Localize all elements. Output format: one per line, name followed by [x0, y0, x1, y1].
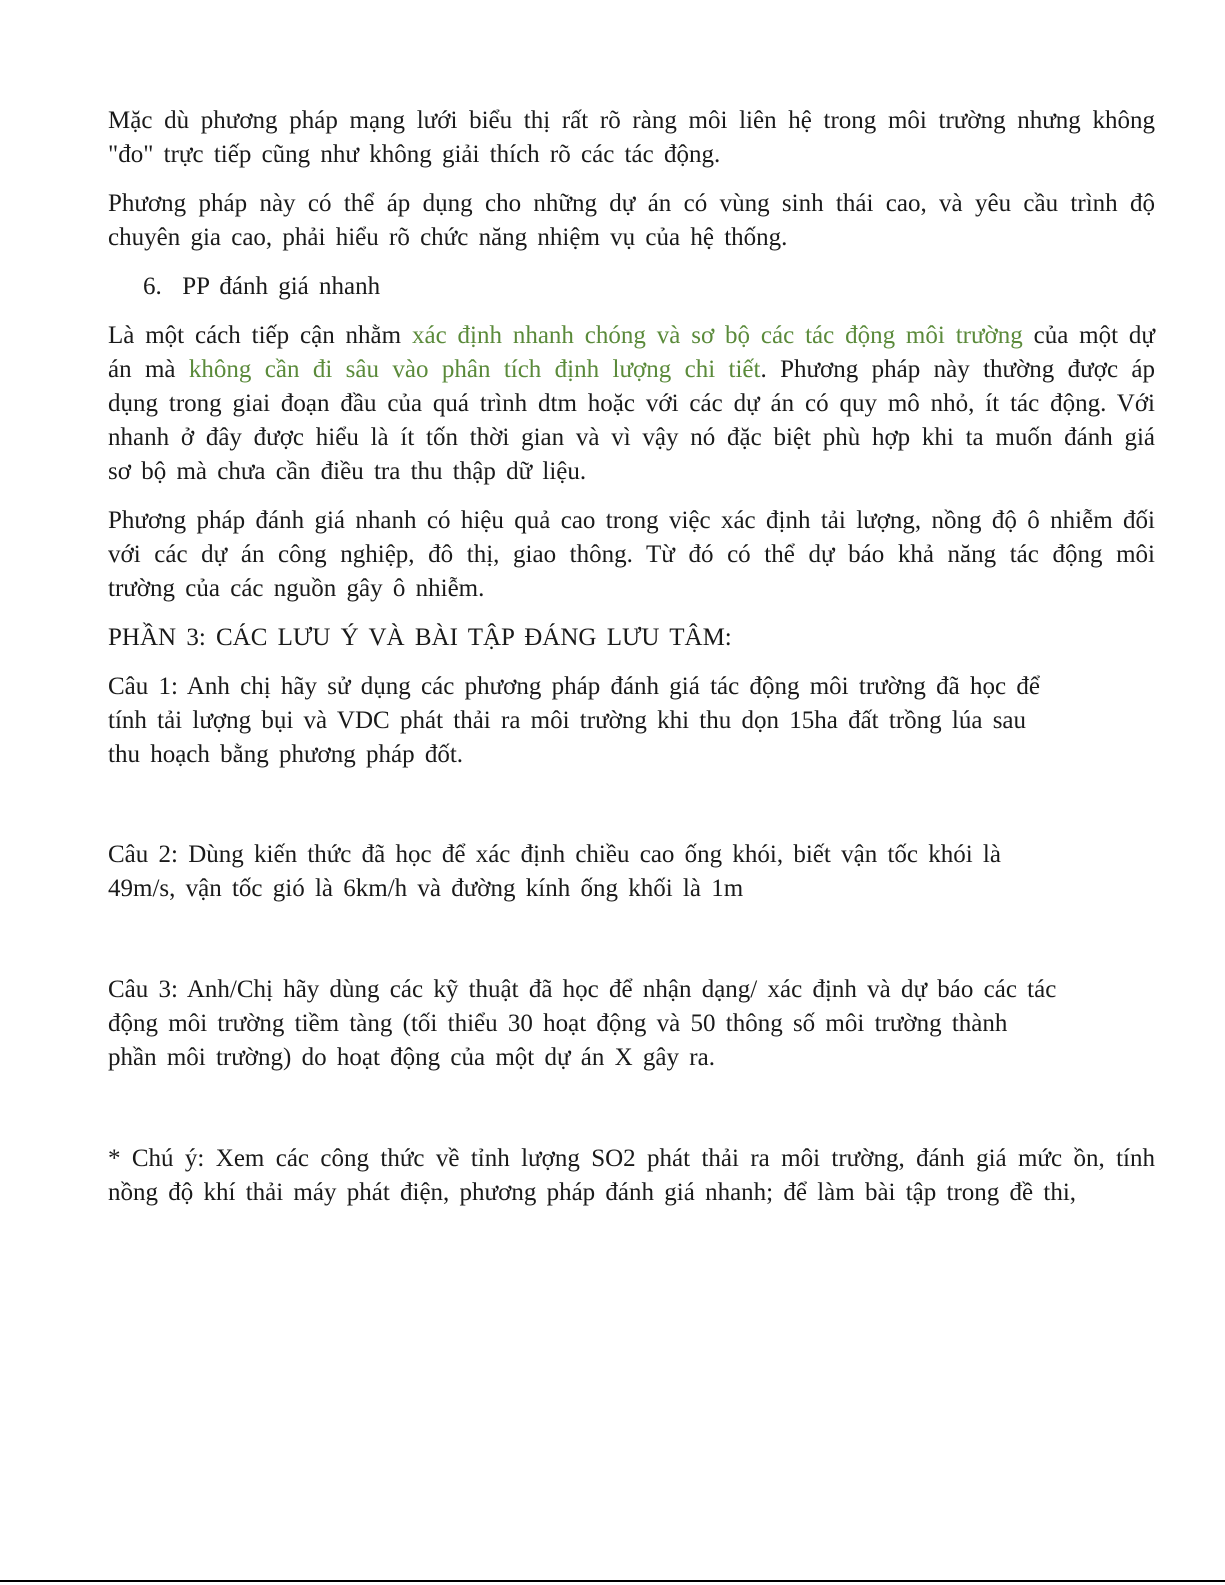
question-line: 49m/s, vận tốc gió là 6km/h và đường kính ống khối là 1m [108, 875, 744, 902]
question-line: Câu 1: Anh chị hãy sử dụng các phương pháp đánh giá tác động môi trường đã học để [108, 673, 1040, 700]
document-body [108, 104, 1155, 1210]
text-segment: . Phương pháp này thường được áp dụng trong giai đoạn đầu của quá trình dtm hoặc với các dự án có quy mô nhỏ, ít tác động. Với nhanh ở đây được hiểu là ít tốn thời gian và vì vậy nó đặc biệt phù hợp khi ta muốn đánh giá sơ bộ mà chưa cần điều tra thu thập dữ liệu. [108, 356, 1156, 485]
question-line: Câu 3: Anh/Chị hãy dùng các kỹ thuật đã học để nhận dạng/ xác định và dự báo các tác [108, 976, 1057, 1003]
question-1 [108, 670, 1155, 772]
question-line: động môi trường tiềm tàng (tối thiểu 30 hoạt động và 50 thông số môi trường thành [108, 1010, 1008, 1037]
question-3 [108, 973, 1155, 1075]
highlighted-text: xác định nhanh chóng và sơ bộ các tác động môi trường [411, 322, 1023, 349]
note-paragraph: * Chú ý: Xem các công thức về tỉnh lượng SO2 phát thải ra môi trường, đánh giá mức ồn, tính nồng độ khí thải máy phát điện, phương pháp đánh giá nhanh; để làm bài tập trong đề thi, [108, 1145, 1155, 1206]
question-line: tính tải lượng bụi và VDC phát thải ra môi trường khi thu dọn 15ha đất trồng lúa sau [108, 707, 1027, 734]
question-line: Câu 2: Dùng kiến thức đã học để xác định chiều cao ống khói, biết vận tốc khói là [108, 841, 1001, 868]
paragraph-network-method-limits: Mặc dù phương pháp mạng lưới biểu thị rất rõ ràng môi liên hệ trong môi trường nhưng không "đo" trực tiếp cũng như không giải thích rõ các tác động. [108, 107, 1155, 168]
highlighted-text: không cần đi sâu vào phân tích định lượng chi tiết [188, 356, 761, 383]
question-line: phần môi trường) do hoạt động của một dự án X gây ra. [108, 1044, 715, 1071]
paragraph-network-method-application: Phương pháp này có thể áp dụng cho những dự án có vùng sinh thái cao, và yêu cầu trình độ chuyên gia cao, phải hiểu rõ chức năng nhiệm vụ của hệ thống. [108, 190, 1155, 251]
question-2 [108, 838, 1155, 906]
paragraph-rapid-assessment-definition [108, 319, 1155, 489]
question-line: thu hoạch bằng phương pháp đốt. [108, 741, 464, 768]
heading-number: 6. [143, 273, 162, 300]
text-segment: Là một cách tiếp cận nhằm [108, 322, 412, 349]
part3-heading: PHẦN 3: CÁC LƯU Ý VÀ BÀI TẬP ĐÁNG LƯU TÂM: [108, 624, 732, 651]
text-segment: của một dự án mà [108, 322, 1155, 383]
heading-text: PP đánh giá nhanh [182, 273, 381, 300]
heading-rapid-assessment [108, 270, 1155, 304]
paragraph-rapid-assessment-effectiveness: Phương pháp đánh giá nhanh có hiệu quả cao trong việc xác định tải lượng, nồng độ ô nhiễm đối với các dự án công nghiệp, đô thị, giao thông. Từ đó có thể dự báo khả năng tác động môi trường của các nguồn gây ô nhiễm. [108, 507, 1155, 602]
